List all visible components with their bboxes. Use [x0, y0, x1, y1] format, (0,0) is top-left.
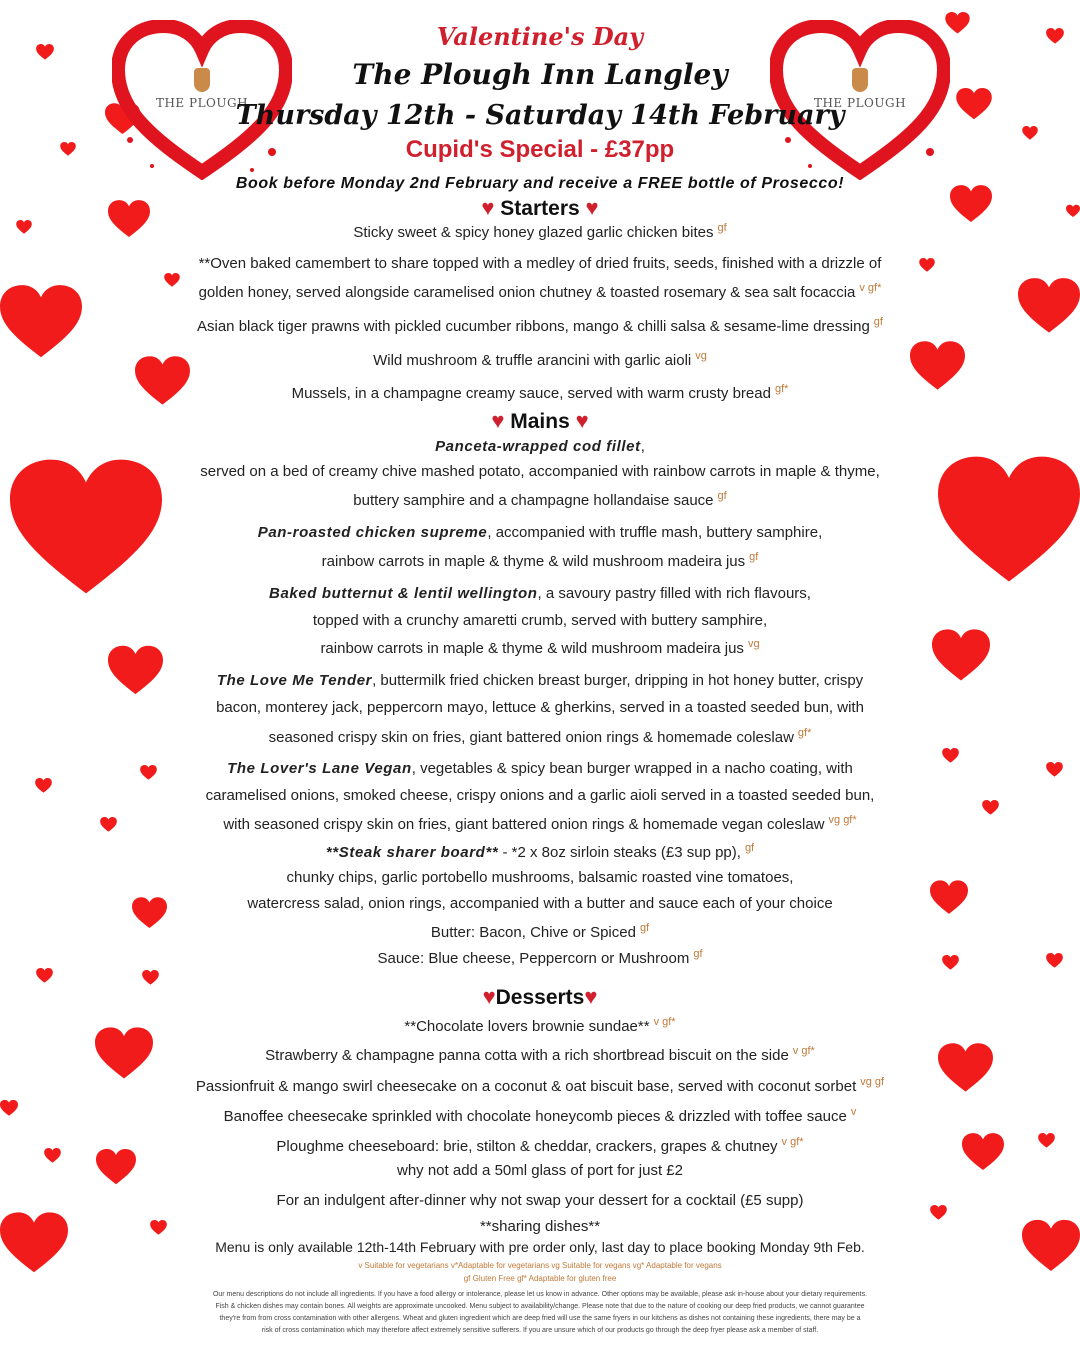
wellington-desc: rainbow carrots in maple & thyme & wild mushroom madeira jus $^{vg}$	[320, 638, 760, 657]
heart-icon: ♥	[482, 984, 496, 1009]
chicken-dish: Pan-roasted chicken supreme, accompanied with truffle mash, buttery samphire,	[257, 524, 823, 541]
disclaimer: they're from from cross contamination with other allergens. Wheat and gluten ingredient which are deep fried will use the same fryers in our kitchens as dishes not containing these ingredients, there may be a	[219, 1315, 861, 1322]
starters-heading: ♥ Starters ♥	[481, 195, 599, 220]
list-item: golden honey, served alongside caramelised onion chutney & toasted rosemary & sea salt focaccia $^{v gf*}$	[198, 282, 882, 301]
disclaimer: Our menu descriptions do not include all ingredients. If you have a food allergy or intolerance, please let us know in advance. Other options may be available, please ask in-house about your dietary requirements.	[212, 1291, 868, 1298]
prosecco-offer: Book before Monday 2nd February and receive a FREE bottle of Prosecco!	[235, 175, 845, 192]
list-item: **Chocolate lovers brownie sundae** $^{v gf*}$	[404, 1016, 676, 1035]
wellington-dish: Baked butternut & lentil wellington, a savoury pastry filled with rich flavours,	[269, 585, 811, 602]
heart-icon	[36, 968, 53, 983]
steak-desc: watercress salad, onion rings, accompanied with a butter and sauce each of your choice	[247, 895, 833, 912]
venue-title: The Plough Inn Langley	[352, 58, 728, 91]
steak-dish: **Steak sharer board** - *2 x 8oz sirloin steaks (£3 sup pp), $^{gf}$	[325, 842, 755, 861]
vegan-dish: The Lover's Lane Vegan, vegetables & spicy bean burger wrapped in a nacho coating, with	[227, 760, 853, 777]
logo-text: THE PLOUGH	[813, 96, 907, 110]
list-item: **sharing dishes**	[479, 1218, 601, 1235]
heart-icon: ♥	[481, 195, 495, 220]
list-item: Ploughme cheeseboard: brie, stilton & cheddar, crackers, grapes & chutney $^{v gf*}$	[276, 1136, 804, 1155]
logo-text: THE PLOUGH	[155, 96, 249, 110]
heart-icon: ♥	[585, 195, 599, 220]
heart-icon	[142, 970, 159, 985]
tender-dish: The Love Me Tender, buttermilk fried chicken breast burger, dripping in hot honey butter, crispy	[216, 672, 864, 689]
cod-desc: served on a bed of creamy chive mashed potato, accompanied with rainbow carrots in maple & thyme,	[200, 463, 880, 480]
tender-desc: bacon, monterey jack, peppercorn mayo, lettuce & gherkins, served in a toasted seeded bun, with	[216, 699, 864, 716]
heart-icon	[1018, 262, 1080, 350]
sauce-options: Sauce: Blue cheese, Peppercorn or Mushroom $^{gf}$	[377, 948, 703, 967]
dietary-legend: v Suitable for vegetarians v*Adaptable for vegetarians vg Suitable for vegans vg* Adaptable for vegans	[358, 1261, 722, 1270]
chicken-desc: rainbow carrots in maple & thyme & wild mushroom madeira jus $^{gf}$	[321, 551, 759, 570]
list-item: Sticky sweet & spicy honey glazed garlic chicken bites $^{gf}$	[353, 222, 727, 241]
vegan-desc: with seasoned crispy skin on fries, giant battered onion rings & homemade vegan coleslaw $^{vg gf*}$	[223, 814, 857, 833]
vegan-desc: caramelised onions, smoked cheese, crispy onions and a garlic aioli served in a toasted seeded bun,	[205, 787, 875, 804]
heart-icon: ♥	[575, 408, 589, 433]
list-item: Passionfruit & mango swirl cheesecake on a coconut & oat biscuit base, served with coconut sorbet $^{vg gf}$	[195, 1076, 885, 1095]
heart-icon: ♥	[491, 408, 505, 433]
butter-options: Butter: Bacon, Chive or Spiced $^{gf}$	[430, 922, 650, 941]
availability-note: Menu is only available 12th-14th February with pre order only, last day to place booking Monday 9th Feb.	[215, 1239, 865, 1255]
occasion-title: Valentine's Day	[436, 22, 644, 51]
dates-title: Thursday 12th - Saturday 14th February	[235, 100, 845, 131]
list-item: **Oven baked camembert to share topped with a medley of dried fruits, seeds, finished with a drizzle of	[198, 255, 882, 272]
list-item: Strawberry & champagne panna cotta with a rich shortbread biscuit on the side $^{v gf*}$	[265, 1045, 815, 1064]
cod-desc: buttery samphire and a champagne hollandaise sauce $^{gf}$	[353, 490, 727, 509]
special-price: Cupid's Special - £37pp	[405, 136, 675, 163]
tender-desc: seasoned crispy skin on fries, giant battered onion rings & homemade coleslaw $^{gf*}$	[268, 727, 812, 746]
mains-heading: ♥ Mains ♥	[491, 408, 589, 433]
list-item: Asian black tiger prawns with pickled cucumber ribbons, mango & chilli salsa & sesame-lime dressing $^{gf}$	[197, 316, 883, 335]
desserts-heading: ♥Desserts♥	[482, 984, 598, 1009]
disclaimer: Fish & chicken dishes may contain bones. All weights are approximate uncooked. Menu subject to availability/change. Please note that due to the nature of cooking our deep fried products, we cannot guarantee	[215, 1303, 865, 1310]
heart-icon: ♥	[584, 984, 598, 1009]
list-item: Mussels, in a champagne creamy sauce, served with warm crusty bread $^{gf*}$	[291, 383, 789, 402]
list-item: why not add a 50ml glass of port for just £2	[397, 1162, 683, 1179]
list-item: Banoffee cheesecake sprinkled with chocolate honeycomb pieces & drizzled with toffee sauce $^v$	[223, 1106, 857, 1125]
steak-desc: chunky chips, garlic portobello mushrooms, balsamic roasted vine tomatoes,	[286, 869, 794, 886]
wellington-desc: topped with a crunchy amaretti crumb, served with buttery samphire,	[312, 612, 768, 629]
disclaimer: risk of cross contamination which may therefore affect extremely sensitive sufferers. If you are unsure which of our products go through the deep fryer please ask a member of staff.	[261, 1327, 819, 1334]
list-item: Wild mushroom & truffle arancini with garlic aioli $^{vg}$	[373, 350, 707, 369]
list-item: For an indulgent after-dinner why not swap your dessert for a cocktail (£5 supp)	[276, 1192, 804, 1209]
dietary-legend: gf Gluten Free gf* Adaptable for gluten free	[463, 1274, 617, 1283]
cod-dish: Panceta-wrapped cod fillet,	[435, 438, 645, 455]
